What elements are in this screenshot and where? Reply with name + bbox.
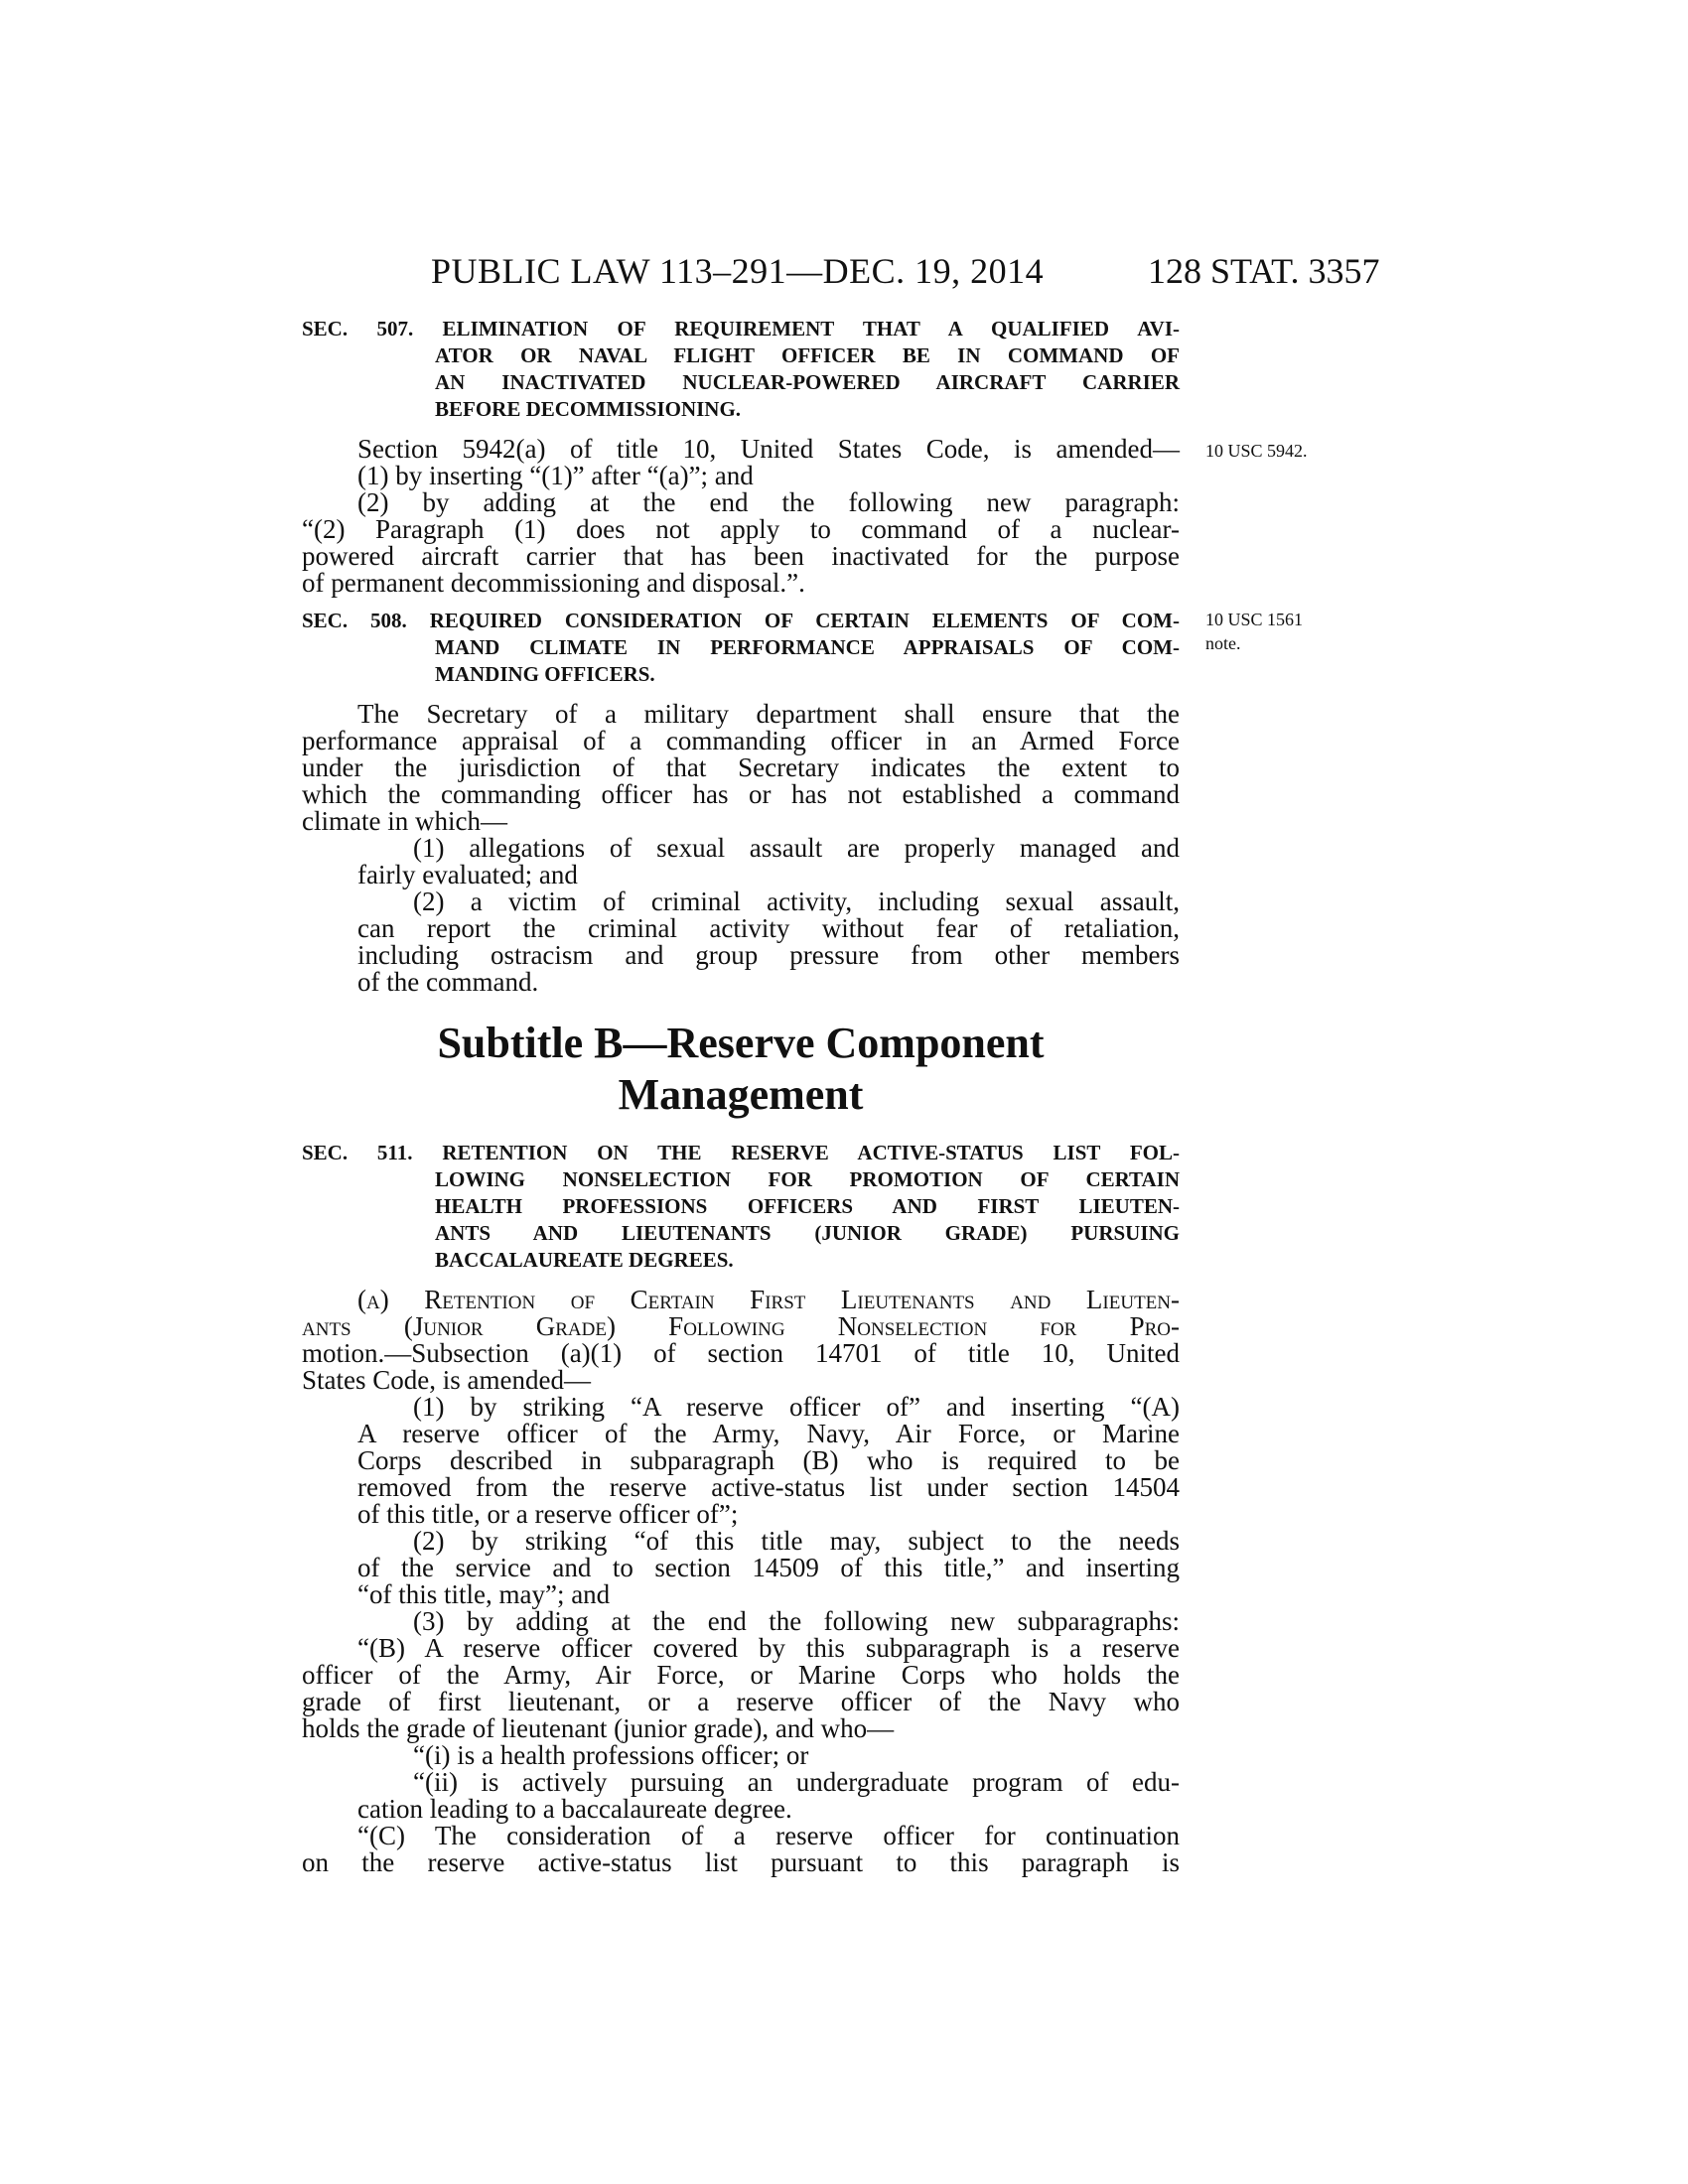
sec-511-line: (3) by adding at the end the following new subparagraphs:: [413, 1606, 1180, 1636]
sec-511-line: “(i) is a health professions officer; or: [413, 1740, 809, 1770]
sec-511-heading-line: SEC. 511. RETENTION ON THE RESERVE ACTIVE-STATUS LIST FOL-: [302, 1141, 1180, 1164]
sec-511-line: on the reserve active-status list pursuant to this paragraph is: [302, 1847, 1180, 1877]
sec-508-line: including ostracism and group pressure from other members: [357, 940, 1180, 970]
sec-511-line: “of this title, may”; and: [357, 1579, 611, 1609]
sec-507-line: (1) by inserting “(1)” after “(a)”; and: [357, 461, 754, 490]
subtitle-heading: [302, 1018, 1180, 1121]
sec-511-line: (2) by striking “of this title may, subject to the needs: [413, 1526, 1180, 1556]
sec-508-heading: [302, 608, 1180, 688]
sec-507-heading-line: SEC. 507. ELIMINATION OF REQUIREMENT THAT A QUALIFIED AVI-: [302, 317, 1180, 341]
sec-508-margin-note: note.: [1205, 633, 1241, 653]
running-header-citation: PUBLIC LAW 113–291—DEC. 19, 2014: [431, 251, 1045, 291]
sec-511-line: States Code, is amended—: [302, 1365, 591, 1395]
sec-511-line: motion.—Subsection (a)(1) of section 14701 of title 10, United: [302, 1338, 1180, 1368]
sec-511-heading-line: ANTS AND LIEUTENANTS (JUNIOR GRADE) PURSUING: [435, 1221, 1180, 1245]
sec-507-line: Section 5942(a) of title 10, United States Code, is amended—: [357, 434, 1180, 464]
sec-508-margin-note: 10 USC 1561: [1205, 610, 1304, 629]
sec-507-heading: [302, 316, 1180, 423]
sec-511-line: “(B) A reserve officer covered by this subparagraph is a reserve: [357, 1633, 1180, 1663]
sec-507-line: of permanent decommissioning and disposal.”.: [302, 568, 805, 598]
sec-511-line: “(C) The consideration of a reserve officer for continuation: [357, 1821, 1180, 1850]
sec-508-heading-line: MANDING OFFICERS.: [435, 662, 655, 686]
sec-508-line: under the jurisdiction of that Secretary indicates the extent to: [302, 752, 1180, 782]
sec-511-line: of this title, or a reserve officer of”;: [357, 1499, 739, 1529]
sec-511-line: holds the grade of lieutenant (junior grade), and who—: [302, 1713, 895, 1743]
sec-508-line: (2) a victim of criminal activity, including sexual assault,: [413, 887, 1180, 916]
sec-511-line: A reserve officer of the Army, Navy, Air Force, or Marine: [357, 1419, 1180, 1448]
sec-511-line: removed from the reserve active-status list under section 14504: [357, 1472, 1180, 1502]
sec-507-heading-line: ATOR OR NAVAL FLIGHT OFFICER BE IN COMMAND OF: [435, 343, 1180, 367]
sec-511-line: grade of first lieutenant, or a reserve officer of the Navy who: [302, 1687, 1180, 1716]
subtitle-line-2: Management: [618, 1070, 864, 1119]
sec-508-line: can report the criminal activity without fear of retaliation,: [357, 913, 1180, 943]
sec-508-heading-line: MAND CLIMATE IN PERFORMANCE APPRAISALS OF COM-: [435, 635, 1180, 659]
sec-511-heading-line: HEALTH PROFESSIONS OFFICERS AND FIRST LIEUTEN-: [435, 1194, 1180, 1218]
sec-511-line: officer of the Army, Air Force, or Marine Corps who holds the: [302, 1660, 1180, 1690]
subtitle-line-1: Subtitle B—Reserve Component: [437, 1019, 1045, 1067]
sec-508-heading-line: SEC. 508. REQUIRED CONSIDERATION OF CERTAIN ELEMENTS OF COM-: [302, 609, 1180, 632]
sec-507-heading-line: BEFORE DECOMMISSIONING.: [435, 397, 742, 421]
sec-511-line: ants (Junior Grade) Following Nonselection for Pro-: [302, 1311, 1180, 1341]
sec-511-line: “(ii) is actively pursuing an undergraduate program of edu-: [413, 1767, 1180, 1797]
sec-508-line: of the command.: [357, 967, 539, 997]
sec-511-heading-line: BACCALAUREATE DEGREES.: [435, 1248, 734, 1272]
running-header-page: 128 STAT. 3357: [1148, 251, 1380, 291]
sec-507-heading-line: AN INACTIVATED NUCLEAR-POWERED AIRCRAFT CARRIER: [435, 370, 1180, 394]
sec-508-line: which the commanding officer has or has not established a command: [302, 779, 1180, 809]
sec-511-line: of the service and to section 14509 of this title,” and inserting: [357, 1553, 1180, 1582]
sec-508-line: performance appraisal of a commanding officer in an Armed Force: [302, 726, 1180, 755]
sec-511-line: (1) by striking “A reserve officer of” and inserting “(A): [413, 1392, 1180, 1422]
sec-508-line: climate in which—: [302, 806, 507, 836]
sec-511-line: (a) Retention of Certain First Lieutenants and Lieuten-: [357, 1285, 1180, 1314]
sec-508-line: (1) allegations of sexual assault are properly managed and: [413, 833, 1180, 863]
sec-508-line: The Secretary of a military department shall ensure that the: [357, 699, 1180, 729]
sec-511-heading: [302, 1140, 1180, 1274]
sec-507-line: (2) by adding at the end the following new paragraph:: [357, 487, 1180, 517]
sec-511-heading-line: LOWING NONSELECTION FOR PROMOTION OF CERTAIN: [435, 1167, 1180, 1191]
sec-511-line: cation leading to a baccalaureate degree.: [357, 1794, 792, 1824]
sec-507-line: “(2) Paragraph (1) does not apply to command of a nuclear-: [302, 514, 1180, 544]
sec-508-line: fairly evaluated; and: [357, 860, 578, 889]
sec-511-line: Corps described in subparagraph (B) who is required to be: [357, 1445, 1180, 1475]
sec-507-margin-note: 10 USC 5942.: [1205, 441, 1308, 461]
sec-507-line: powered aircraft carrier that has been inactivated for the purpose: [302, 541, 1180, 571]
